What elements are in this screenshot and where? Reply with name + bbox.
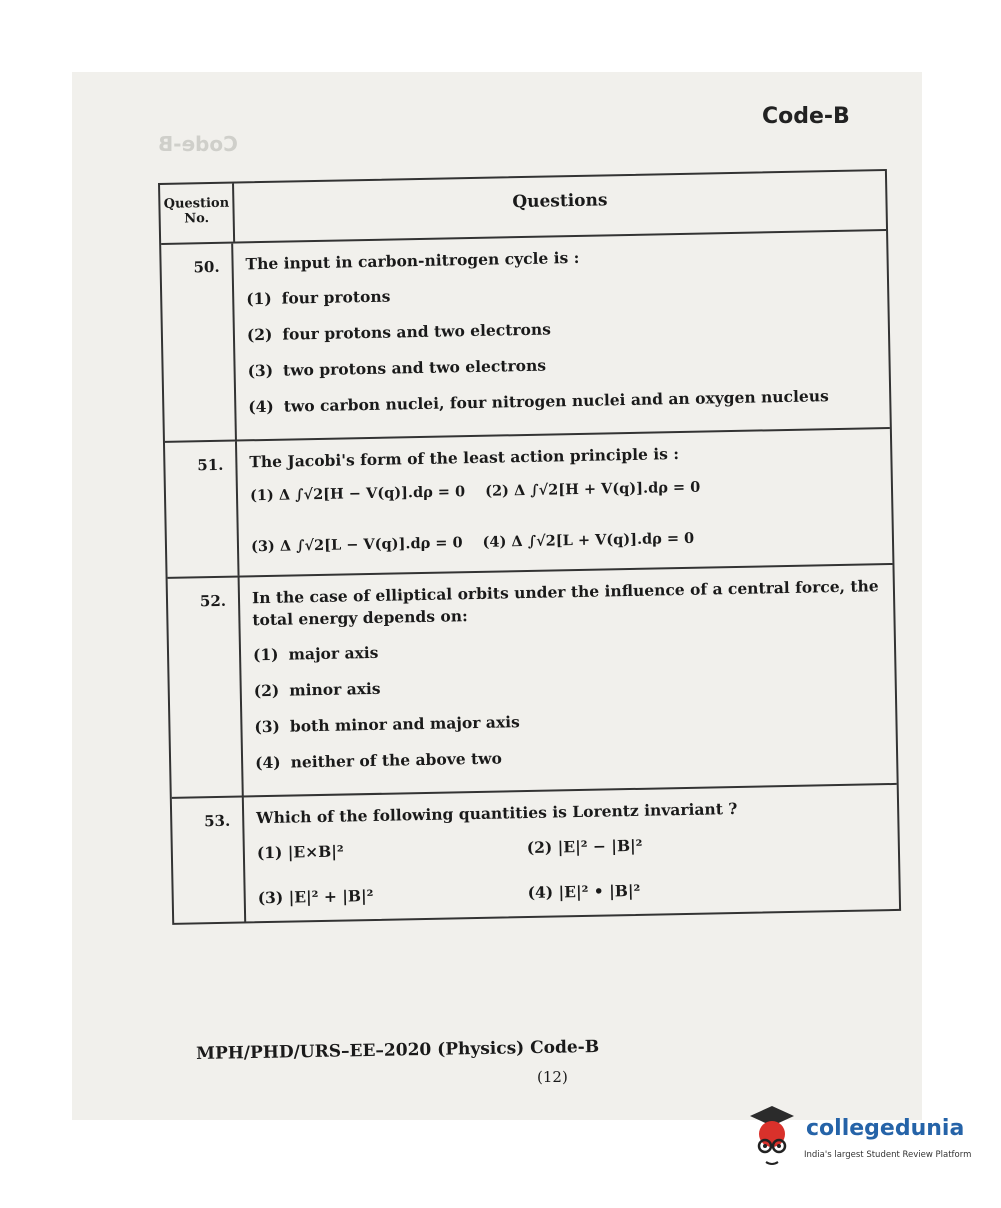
code-label: Code-B	[762, 104, 850, 129]
question-number: 53.	[172, 797, 246, 922]
col-question-no: Question No.	[160, 184, 235, 243]
page-number: (12)	[537, 1068, 568, 1086]
option	[258, 883, 528, 907]
option-number: (1)	[256, 842, 283, 863]
ghost-code-label: Code-B	[158, 132, 238, 156]
formula-options-row	[250, 475, 881, 504]
question-text: The Jacobi's form of the least action principle is :	[249, 444, 680, 472]
option-text: two carbon nuclei, four nitrogen nuclei and an oxygen nucleus	[283, 386, 829, 416]
question-row	[161, 231, 890, 443]
option-formula: |E|² + |B|²	[288, 885, 374, 907]
option-number: (3)	[257, 887, 284, 908]
option-number: (4)	[254, 752, 281, 773]
col-questions: Questions	[512, 190, 608, 213]
option	[257, 838, 527, 862]
option-number: (1)	[246, 288, 272, 309]
option-text: minor axis	[289, 678, 381, 700]
option	[251, 534, 463, 555]
question-text: In the case of elliptical orbits under the influence of a central force, the total energy depends on:	[251, 576, 879, 630]
option-text: major axis	[288, 642, 379, 664]
exam-footer: MPH/PHD/URS–EE–2020 (Physics) Code-B	[196, 1036, 600, 1064]
options-grid	[257, 831, 889, 907]
collegedunia-logo	[742, 1098, 982, 1172]
option-text: both minor and major axis	[289, 712, 520, 736]
option-number: (4)	[482, 533, 507, 551]
option-formula: Δ ∫√2[H − V(q)].dρ = 0	[278, 483, 466, 504]
question-row	[165, 429, 892, 579]
option-number: (3)	[250, 537, 275, 556]
option	[528, 876, 889, 902]
question-body	[237, 429, 892, 576]
question-text: Which of the following quantities is Lorentz invariant ?	[256, 798, 738, 828]
question-number: 50.	[161, 244, 237, 441]
question-row	[168, 565, 897, 799]
option-number: (2)	[253, 680, 280, 701]
option	[247, 349, 878, 380]
option-number: (4)	[248, 396, 274, 417]
question-row	[172, 785, 899, 923]
option	[246, 277, 877, 308]
option	[254, 669, 885, 700]
option-formula: |E|² − |B|²	[557, 835, 643, 857]
option-formula: |E×B|²	[287, 841, 344, 862]
option	[485, 479, 700, 500]
question-body	[240, 565, 897, 795]
option-text: neither of the above two	[290, 748, 503, 772]
option-number: (3)	[254, 716, 281, 737]
option-number: (1)	[252, 644, 279, 665]
option-number: (1)	[249, 486, 274, 505]
question-number: 51.	[165, 442, 240, 577]
option-formula: Δ ∫√2[H + V(q)].dρ = 0	[513, 478, 701, 500]
option-number: (4)	[527, 882, 554, 903]
option-formula: |E|² • |B|²	[558, 880, 641, 902]
question-text: The input in carbon-nitrogen cycle is :	[245, 247, 580, 274]
option	[253, 633, 884, 664]
question-table	[158, 169, 901, 925]
option	[527, 831, 888, 857]
option-number: (2)	[526, 837, 553, 858]
option	[482, 530, 694, 551]
option-number: (2)	[246, 324, 273, 345]
option-number: (3)	[247, 360, 274, 381]
question-body	[244, 785, 899, 922]
option-text: two protons and two electrons	[282, 355, 547, 380]
option-text: four protons	[281, 286, 391, 308]
option	[255, 741, 886, 772]
option-text: four protons and two electrons	[282, 319, 552, 344]
option-formula: Δ ∫√2[L − V(q)].dρ = 0	[279, 534, 463, 555]
option	[247, 313, 878, 344]
option-number: (2)	[484, 482, 510, 500]
logo-wordmark: collegedunia	[806, 1116, 965, 1141]
question-number: 52.	[168, 578, 244, 797]
logo-tagline: India's largest Student Review Platform	[804, 1150, 972, 1160]
option	[248, 385, 879, 416]
option	[254, 705, 885, 736]
graduate-mascot-icon	[742, 1098, 802, 1172]
option	[250, 483, 465, 504]
formula-options-row	[251, 526, 882, 555]
option-formula: Δ ∫√2[L + V(q)].dρ = 0	[511, 529, 695, 551]
question-body	[233, 231, 890, 439]
